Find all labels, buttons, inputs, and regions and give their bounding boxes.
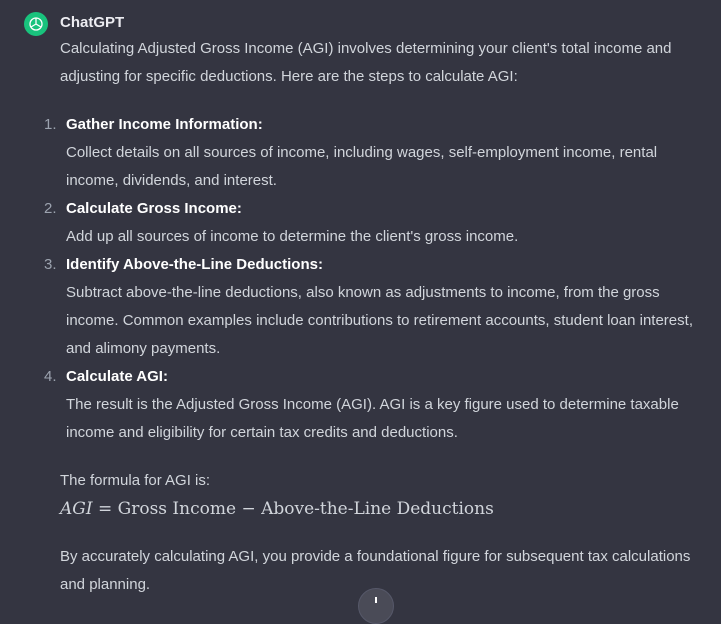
list-item: [44, 251, 700, 363]
list-item: [44, 111, 700, 195]
sender-name: ChatGPT: [60, 14, 125, 31]
list-item: [44, 195, 700, 251]
step-text: The result is the Adjusted Gross Income (AGI). AGI is a key figure used to determine taxable income and eligibility for certain tax credits and deductions.: [66, 396, 679, 441]
conclusion-paragraph: By accurately calculating AGI, you provide a foundational figure for subsequent tax calculations and planning.: [60, 548, 691, 593]
step-text: Subtract above-the-line deductions, also known as adjustments to income, from the gross income. Common examples include contributions to retirement accounts, student loan interest, and alimony payments.: [66, 284, 693, 357]
agi-formula: [60, 495, 700, 523]
step-title: Identify Above-the-Line Deductions:: [66, 256, 323, 273]
intro-paragraph: Calculating Adjusted Gross Income (AGI) involves determining your client's total income and adjusting for specific deductions. Here are the steps to calculate AGI:: [60, 40, 672, 85]
step-number: 4.: [44, 368, 57, 385]
scroll-to-bottom-button[interactable]: [358, 588, 394, 624]
formula-rhs: Gross Income − Above-the-Line Deductions: [117, 499, 494, 519]
step-title: Gather Income Information:: [66, 116, 263, 133]
list-item: [44, 363, 700, 447]
step-title: Calculate Gross Income:: [66, 200, 242, 217]
formula-lhs: AGI: [60, 499, 93, 519]
step-title: Calculate AGI:: [66, 368, 168, 385]
chatgpt-logo-icon: [24, 12, 48, 36]
step-text: Add up all sources of income to determine the client's gross income.: [66, 228, 519, 245]
message-content: [44, 35, 700, 599]
formula-equals: =: [92, 499, 118, 519]
formula-label: The formula for AGI is:: [60, 472, 211, 489]
step-number: 2.: [44, 200, 57, 217]
step-text: Collect details on all sources of income, including wages, self-employment income, rental income, dividends, and interest.: [66, 144, 658, 189]
step-number: 3.: [44, 256, 57, 273]
step-number: 1.: [44, 116, 57, 133]
arrow-down-icon: [375, 597, 377, 603]
steps-list: [44, 111, 700, 447]
